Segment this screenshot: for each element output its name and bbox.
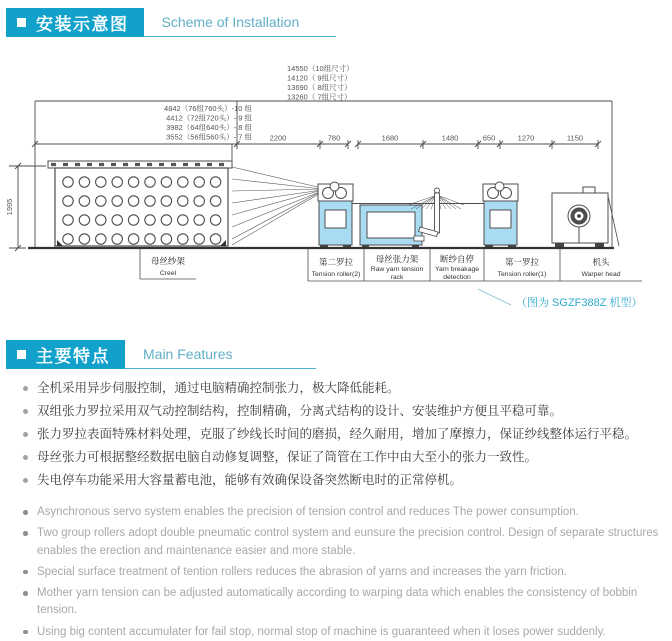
left-dim-4: 3552（56组560头）- 7 组 <box>166 132 252 142</box>
feature-en-item: Using big content accumulater for fail stop, normal stop of machine is guaranteed when it loses power suddenly. <box>22 624 664 641</box>
model-note-text: （图为 SGZF388Z 机型） <box>516 297 643 309</box>
label-roller1-en: Tension roller(1) <box>497 271 547 278</box>
diagram-container <box>0 43 672 315</box>
section-title-cn: 主要特点 <box>36 347 110 366</box>
left-dim-3: 3982（64组640头）- 8 组 <box>166 123 252 132</box>
section-title-en: Scheme of Installation <box>144 8 337 37</box>
seg-dim-1270: 1270 <box>517 133 535 143</box>
features-list-cn <box>0 381 672 488</box>
label-warper-en: Warper head <box>581 271 621 278</box>
top-dim-1: 14550（10组尺寸） <box>287 64 354 73</box>
brochure-page <box>0 8 672 638</box>
label-breakage-en: Yarn breakage <box>434 266 480 273</box>
section-header-features <box>6 340 316 369</box>
label-creel-en: Creel <box>159 270 177 277</box>
label-roller2-cn: 第二罗拉 <box>318 257 354 267</box>
height-dim: 1995 <box>5 198 14 216</box>
left-dim-2: 4412（72组720头）- 9 组 <box>166 113 252 123</box>
label-breakage-cn: 断纱自停 <box>439 254 475 264</box>
features-list-en <box>0 504 672 641</box>
seg-dim-2200: 2200 <box>269 133 287 143</box>
tension-roller-1 <box>483 182 518 249</box>
creel <box>48 161 232 246</box>
feature-en-item: Special surface treatment of tention rollers reduces the abrasion of yarns and increases the yarn friction. <box>22 564 664 581</box>
warper-head <box>552 187 619 247</box>
feature-en-item: Two group rollers adopt double pneumatic control system and eunsure the precision control. Design of separate structures enables the erection and maintenance easier and more stable. <box>22 525 664 560</box>
top-dim-4: 13260（ 7组尺寸） <box>287 92 352 102</box>
left-dim-1: 4842（76组760头）-10 组 <box>164 104 252 113</box>
label-warper-cn: 机头 <box>592 257 610 267</box>
raw-yarn-tension-rack <box>360 205 424 249</box>
installation-diagram <box>0 43 672 315</box>
feature-cn-item: 双组张力罗拉采用双气动控制结构，控制精确，分离式结构的设计、安装维护方便且平稳可靠。 <box>22 404 664 419</box>
feature-cn-item: 失电停车功能采用大容量蓄电池，能够有效确保设备突然断电时的正常停机。 <box>22 473 664 488</box>
feature-cn-item: 全机采用异步伺服控制，通过电脑精确控制张力，极大降低能耗。 <box>22 381 664 396</box>
feature-en-item: Mother yarn tension can be adjusted automatically according to warping data which enables the consistency of bobbin tension. <box>22 585 664 620</box>
label-creel-cn: 母丝纱架 <box>150 256 186 266</box>
label-rack-cn: 母丝张力架 <box>375 254 419 264</box>
section-header-installation <box>6 8 336 37</box>
feature-cn-item: 张力罗拉表面特殊材料处理，克服了纱线长时间的磨损，经久耐用，增加了摩擦力，保证纱线整体运行平稳。 <box>22 427 664 442</box>
section-bullet-square-icon <box>17 350 26 359</box>
feature-en-item: Asynchronous servo system enables the precision of tension control and reduces The power consumption. <box>22 504 664 521</box>
seg-dim-1680: 1680 <box>381 133 399 143</box>
model-note <box>478 289 643 309</box>
label-breakage-en2: detection <box>443 274 471 281</box>
section-badge <box>6 8 144 37</box>
seg-dim-1150: 1150 <box>566 133 584 143</box>
top-dim-2: 14120（ 9组尺寸） <box>287 73 352 83</box>
section-title-en: Main Features <box>125 340 316 369</box>
label-rack-en2: rack <box>390 274 404 281</box>
label-rack-en: Raw yarn tension <box>370 266 424 273</box>
section-bullet-square-icon <box>17 18 26 27</box>
label-roller1-cn: 第一罗拉 <box>504 257 540 267</box>
label-roller2-en: Tension roller(2) <box>311 271 361 278</box>
section-badge <box>6 340 125 369</box>
feature-cn-item: 母丝张力可根据整经数据电脑自动修复调整，保证了筒管在工作中由大至小的张力一致性。 <box>22 450 664 465</box>
tension-roller-2 <box>318 182 353 249</box>
yarn-lines <box>232 167 322 245</box>
seg-dim-1480: 1480 <box>441 133 459 143</box>
section-title-cn: 安装示意图 <box>36 15 129 34</box>
component-labels <box>140 248 642 281</box>
top-dim-3: 13690（ 8组尺寸） <box>287 83 352 92</box>
seg-dim-780: 780 <box>327 133 341 143</box>
seg-dim-650: 650 <box>482 133 496 143</box>
